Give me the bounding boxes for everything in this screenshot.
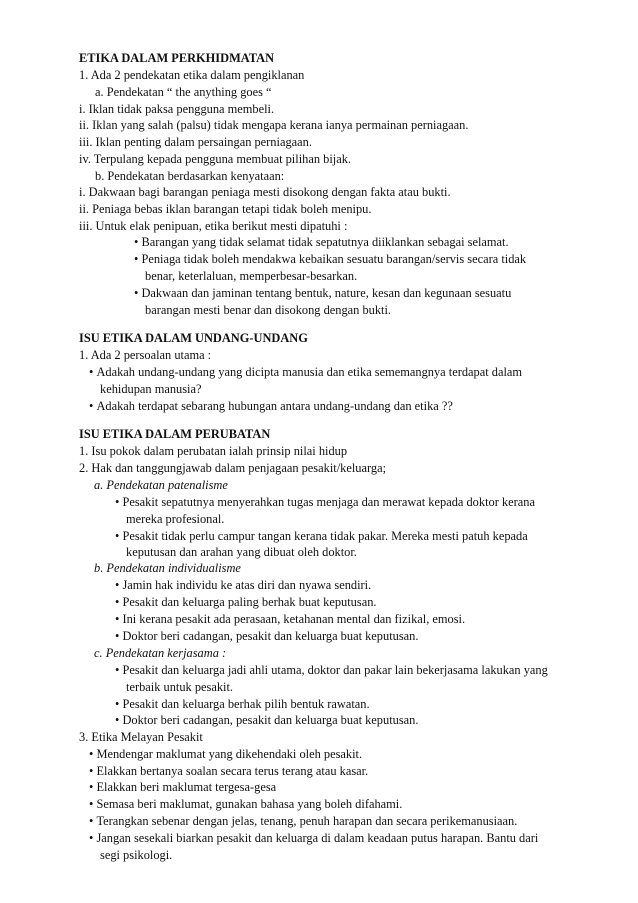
bullet-item: • Doktor beri cadangan, pesakit dan keluarga buat keputusan. (115, 712, 418, 730)
bullet-item: • Adakah undang-undang yang dicipta manusia dan etika sememangnya terdapat dalam (89, 364, 522, 382)
text-line: a. Pendekatan “ the anything goes “ (95, 85, 272, 99)
text-line: 2. Hak dan tanggungjawab dalam penjagaan pesakit/keluarga; (79, 461, 387, 475)
bullet-item: • Elakkan bertanya soalan secara terus terang atau kasar. (89, 763, 368, 781)
text-line: 1. Isu pokok dalam perubatan ialah prinsip nilai hidup (79, 444, 348, 458)
bullet-item: • Doktor beri cadangan, pesakit dan keluarga buat keputusan. (115, 628, 418, 646)
bullet-item: • Pesakit dan keluarga berhak pilih bentuk rawatan. (115, 696, 370, 714)
text-line: 3. Etika Melayan Pesakit (79, 730, 203, 744)
text-line: iii. Iklan penting dalam persaingan perniagaan. (79, 135, 312, 149)
bullet-continuation: barangan mesti benar dan disokong dengan bukti. (145, 303, 392, 317)
bullet-item: • Jangan sesekali biarkan pesakit dan keluarga di dalam keadaan putus harapan. Bantu dari (89, 830, 538, 848)
subheading-kerjasama: c. Pendekatan kerjasama : (94, 646, 227, 660)
text-line: ii. Iklan yang salah (palsu) tidak mengapa kerana ianya permainan perniagaan. (79, 118, 469, 132)
bullet-continuation: benar, keterlaluan, memperbesar-besarkan. (145, 269, 358, 283)
subheading-patenalisme: a. Pendekatan patenalisme (94, 478, 228, 492)
text-line: i. Dakwaan bagi barangan peniaga mesti disokong dengan fakta atau bukti. (79, 185, 451, 199)
section-heading-undang-undang: ISU ETIKA DALAM UNDANG-UNDANG (79, 331, 308, 345)
bullet-item: • Terangkan sebenar dengan jelas, tenang, penuh harapan dan secara perikemanusiaan. (89, 813, 517, 831)
bullet-item: • Peniaga tidak boleh mendakwa kebaikan sesuatu barangan/servis secara tidak (134, 251, 526, 269)
bullet-continuation: terbaik untuk pesakit. (126, 680, 234, 694)
bullet-item: • Barangan yang tidak selamat tidak sepatutnya diiklankan sebagai selamat. (134, 234, 509, 252)
bullet-item: • Pesakit dan keluarga jadi ahli utama, doktor dan pakar lain bekerjasama lakukan yang (115, 662, 548, 680)
section-heading-perubatan: ISU ETIKA DALAM PERUBATAN (79, 427, 271, 441)
section-heading-perkhidmatan: ETIKA DALAM PERKHIDMATAN (79, 51, 275, 65)
bullet-continuation: mereka profesional. (126, 512, 225, 526)
text-line: 1. Ada 2 pendekatan etika dalam pengiklanan (79, 68, 305, 82)
bullet-continuation: kehidupan manusia? (100, 382, 202, 396)
bullet-item: • Pesakit tidak perlu campur tangan kerana tidak pakar. Mereka mesti patuh kepada (115, 528, 528, 546)
bullet-item: • Elakkan beri maklumat tergesa-gesa (89, 779, 276, 797)
bullet-item: • Dakwaan dan jaminan tentang bentuk, nature, kesan dan kegunaan sesuatu (134, 285, 511, 303)
text-line: 1. Ada 2 persoalan utama : (79, 348, 212, 362)
subheading-individualisme: b. Pendekatan individualisme (94, 561, 241, 575)
bullet-continuation: segi psikologi. (100, 848, 173, 862)
bullet-item: • Semasa beri maklumat, gunakan bahasa yang boleh difahami. (89, 796, 402, 814)
bullet-item: • Mendengar maklumat yang dikehendaki oleh pesakit. (89, 746, 362, 764)
bullet-item: • Pesakit dan keluarga paling berhak buat keputusan. (115, 594, 377, 612)
bullet-item: • Adakah terdapat sebarang hubungan antara undang-undang dan etika ?? (89, 398, 453, 416)
bullet-item: • Pesakit sepatutnya menyerahkan tugas menjaga dan merawat kepada doktor kerana (115, 494, 535, 512)
text-line: iii. Untuk elak penipuan, etika berikut mesti dipatuhi : (79, 219, 348, 233)
bullet-item: • Ini kerana pesakit ada perasaan, ketahanan mental dan fizikal, emosi. (115, 611, 465, 629)
text-line: b. Pendekatan berdasarkan kenyataan: (95, 169, 285, 183)
text-line: i. Iklan tidak paksa pengguna membeli. (79, 102, 275, 116)
text-line: ii. Peniaga bebas iklan barangan tetapi tidak boleh menipu. (79, 202, 372, 216)
text-line: iv. Terpulang kepada pengguna membuat pilihan bijak. (79, 152, 351, 166)
bullet-continuation: keputusan dan arahan yang dibuat oleh doktor. (126, 545, 357, 559)
bullet-item: • Jamin hak individu ke atas diri dan nyawa sendiri. (115, 577, 371, 595)
